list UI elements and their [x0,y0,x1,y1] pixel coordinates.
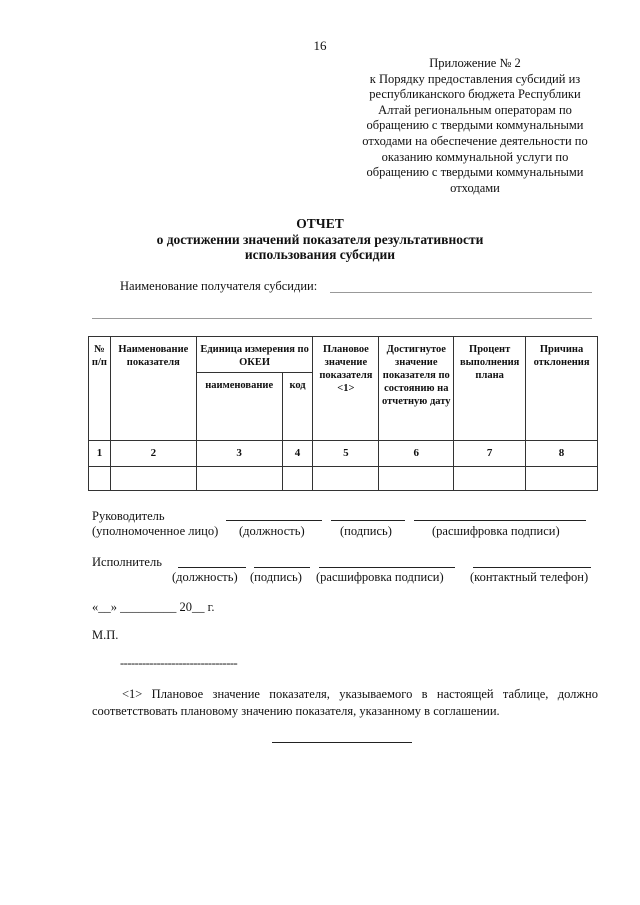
table-cell[interactable] [379,467,454,491]
executor-position-line[interactable] [178,567,246,568]
appendix-header [350,56,600,196]
recipient-field-line-2[interactable] [92,318,592,319]
column-number: 6 [379,441,454,467]
report-table [88,336,598,491]
date-field[interactable]: «__» _________ 20__ г. [92,600,215,614]
table-row[interactable] [89,467,598,491]
appendix-line: республиканского бюджета Республики [369,87,581,102]
header-plan-percent: Процент выполнения плана [454,337,526,441]
column-number: 2 [110,441,196,467]
header-unit-code: код [282,373,313,441]
title-main: ОТЧЕТ [296,216,344,231]
appendix-line: обращению с твердыми коммунальными [366,118,584,133]
head-sub-label: (уполномоченное лицо) [92,524,219,538]
footnote-text: <1> Плановое значение показателя, указываемого в настоящей таблице, должно соответствовать плановому значению показателя, указанному в соглашении. [92,687,598,718]
bottom-rule [272,742,412,743]
column-number: 5 [313,441,379,467]
column-number: 7 [454,441,526,467]
head-label: Руководитель [92,509,165,523]
executor-phone-line[interactable] [473,567,591,568]
column-number: 4 [282,441,313,467]
head-decoding-line[interactable] [414,520,586,521]
recipient-field-line[interactable] [330,292,592,293]
head-decoding-caption: (расшифровка подписи) [432,524,560,538]
footnote-separator: -------------------------------- [120,656,238,670]
table-cell[interactable] [110,467,196,491]
executor-decoding-line[interactable] [319,567,455,568]
stamp-label: М.П. [92,628,119,642]
header-indicator-name: Наименование показателя [110,337,196,441]
appendix-line: Приложение № 2 [429,56,521,70]
appendix-line: к Порядку предоставления субсидий из [369,71,581,86]
table-cell[interactable] [526,467,598,491]
table-cell[interactable] [454,467,526,491]
title-line-2: о достижении значений показателя результативности [156,231,484,247]
appendix-line: Алтай региональным операторам по [378,102,572,117]
executor-signature-caption: (подпись) [250,570,302,584]
head-position-caption: (должность) [239,524,305,538]
appendix-line: отходами [450,180,500,195]
head-position-line[interactable] [226,520,322,521]
appendix-line: обращению с твердыми коммунальными [366,165,584,180]
header-number: № п/п [89,337,111,441]
header-planned-value: Плановое значение показателя <1> [313,337,379,441]
page-number: 16 [313,38,327,53]
title-line-3: использования субсидии [244,247,396,262]
executor-position-caption: (должность) [172,570,238,584]
header-unit: Единица измерения по ОКЕИ [196,337,313,373]
column-number: 8 [526,441,598,467]
header-unit-name: наименование [196,373,282,441]
appendix-line: отходами на обеспечение деятельности по [362,133,588,148]
executor-label: Исполнитель [92,555,162,569]
column-number: 3 [196,441,282,467]
table-cell[interactable] [313,467,379,491]
table-cell[interactable] [196,467,282,491]
header-deviation-reason: Причина отклонения [526,337,598,441]
appendix-line: оказанию коммунальной услуги по [381,149,569,164]
header-achieved-value: Достигнутое значение показателя по состоянию на отчетную дату [379,337,454,441]
table-cell[interactable] [89,467,111,491]
executor-phone-caption: (контактный телефон) [470,570,589,584]
recipient-label: Наименование получателя субсидии: [120,279,318,293]
report-title [0,216,640,263]
column-number: 1 [89,441,111,467]
head-signature-caption: (подпись) [340,524,392,538]
executor-signature-line[interactable] [254,567,310,568]
head-signature-line[interactable] [331,520,405,521]
executor-decoding-caption: (расшифровка подписи) [316,570,444,584]
table-cell[interactable] [282,467,313,491]
